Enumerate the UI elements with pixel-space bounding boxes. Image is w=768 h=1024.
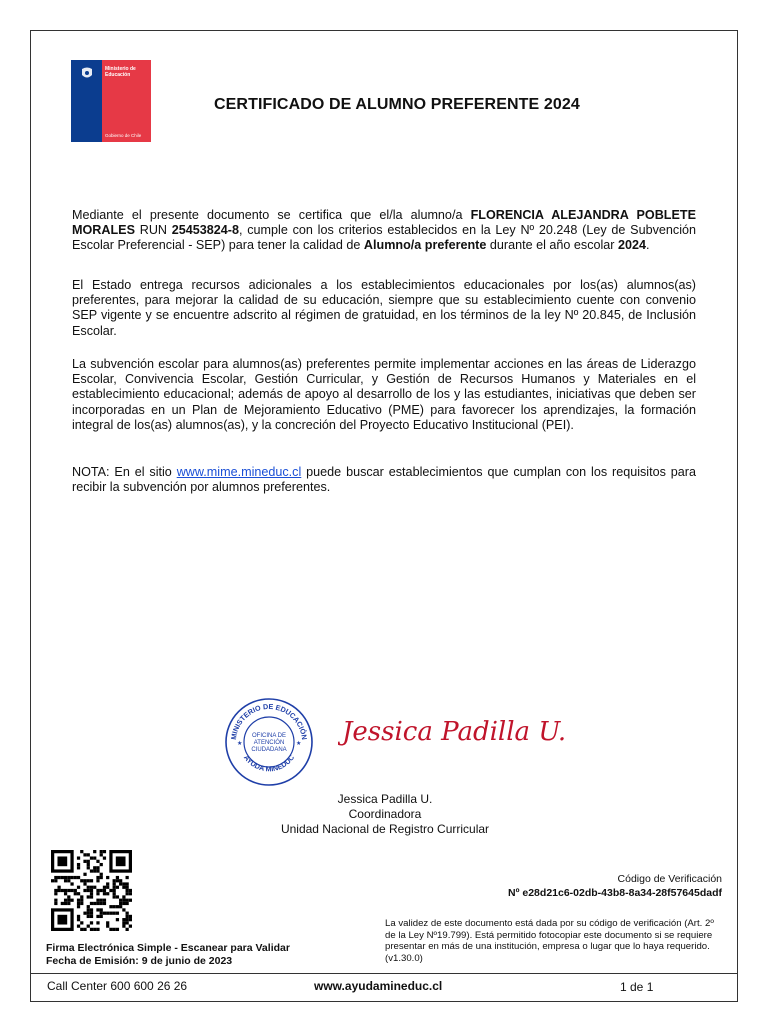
signer-unit: Unidad Nacional de Registro Curricular	[280, 822, 490, 836]
note-paragraph: NOTA: En el sitio www.mime.mineduc.cl puede buscar establecimientos que cumplan con los requisitos para recibir la subvención por alumnos preferentes.	[72, 465, 696, 495]
stamp-inner-2: ATENCIÓN	[253, 740, 285, 746]
state-resources-paragraph: El Estado entrega recursos adicionales a los establecimientos educacionales por los(as) alumnos(as) preferentes, para mejorar la calidad de su educación, siempre que su establecimiento cuente con convenio SEP vigente y se encuentre adscrito al régimen de gratuidad, en los términos de la ley Nº 20.845, de Inclusión Escolar.	[72, 278, 696, 338]
issue-date: Fecha de Emisión: 9 de junio de 2023	[46, 955, 233, 967]
svg-text:AYUDA MINEDUC	[242, 753, 296, 773]
handwritten-signature	[338, 700, 568, 760]
verification-code: Nº e28d21c6-02db-43b8-8a34-28f57645dadf	[508, 887, 722, 899]
stamp-star-icon: ★	[296, 741, 302, 747]
logo-ministry-text: Ministerio de Educación	[105, 66, 136, 78]
call-center: Call Center 600 600 26 26	[47, 979, 188, 993]
electronic-signature-note: Firma Electrónica Simple - Escanear para Validar Fecha de Emisión: 9 de junio de 2023	[46, 942, 290, 967]
stamp-outer-bottom: AYUDA MINEDUC	[241, 753, 297, 774]
subvention-paragraph: La subvención escolar para alumnos(as) preferentes permite implementar acciones en las áreas de Liderazgo Escolar, Convivencia Escolar, Gestión Curricular, y Gestión de Recursos Humanos y Materiales en el establecimiento educacional; además de apoyo al desarrollo de los y las estudiantes, iniciativas que deben ser incorporadas en un Plan de Mejoramiento Educativo (PME) para favorecer los aprendizajes, la formación integral de los(as) alumnos(as), y la concreción del Proyecto Educativo Institucional (PEI).	[72, 357, 696, 432]
mime-link[interactable]: www.mime.mineduc.cl	[176, 465, 302, 479]
validity-note: La validez de este documento está dada por su código de verificación (Art. 2º de la Ley Nº19.799). Está permitido fotocopiar este documento si se requiere presentar en más de una institución, empresa o lugar que lo haya requerido. (v1.30.0)	[385, 918, 714, 964]
stamp-inner-3: CIUDADANA	[251, 747, 287, 753]
certification-paragraph: Mediante el presente documento se certifica que el/la alumno/a FLORENCIA ALEJANDRA POBLETE MORALES RUN 25453824-8, cumple con los criterios establecidos en la Ley Nº 20.248 (Ley de Subvención Escolar Preferencial - SEP) para tener la calidad de Alumno/a preferente durante el año escolar 2024.	[72, 208, 696, 253]
student-run: 25453824-8	[171, 223, 239, 238]
signature-text: Jessica Padilla U.	[342, 717, 567, 747]
page-title: CERTIFICADO DE ALUMNO PREFERENTE 2024	[214, 96, 580, 113]
stamp-outer-top: MINISTERIO DE EDUCACIÓN	[228, 701, 309, 741]
qr-code[interactable]	[51, 850, 132, 931]
signer-name: Jessica Padilla U.	[337, 792, 433, 806]
footer-divider	[30, 973, 738, 974]
logo-gov-text: Gobierno de Chile	[105, 133, 142, 138]
certificate-page	[30, 30, 738, 1002]
verification-block	[508, 872, 722, 900]
footer-website-link[interactable]: www.ayudamineduc.cl	[314, 979, 443, 993]
student-name: FLORENCIA ALEJANDRA POBLETE MORALES	[72, 208, 696, 238]
stamp-inner-1: OFICINA DE	[251, 733, 287, 739]
school-year: 2024	[618, 238, 647, 253]
student-status: Alumno/a preferente	[363, 238, 487, 253]
mineduc-logo	[71, 60, 151, 142]
coat-of-arms-icon	[79, 66, 95, 82]
stamp-star-icon: ★	[237, 741, 243, 747]
ministry-stamp	[224, 697, 314, 787]
verification-label: Código de Verificación	[617, 873, 722, 885]
signer-role: Coordinadora	[348, 807, 422, 821]
page-number: 1 de 1	[620, 980, 654, 994]
